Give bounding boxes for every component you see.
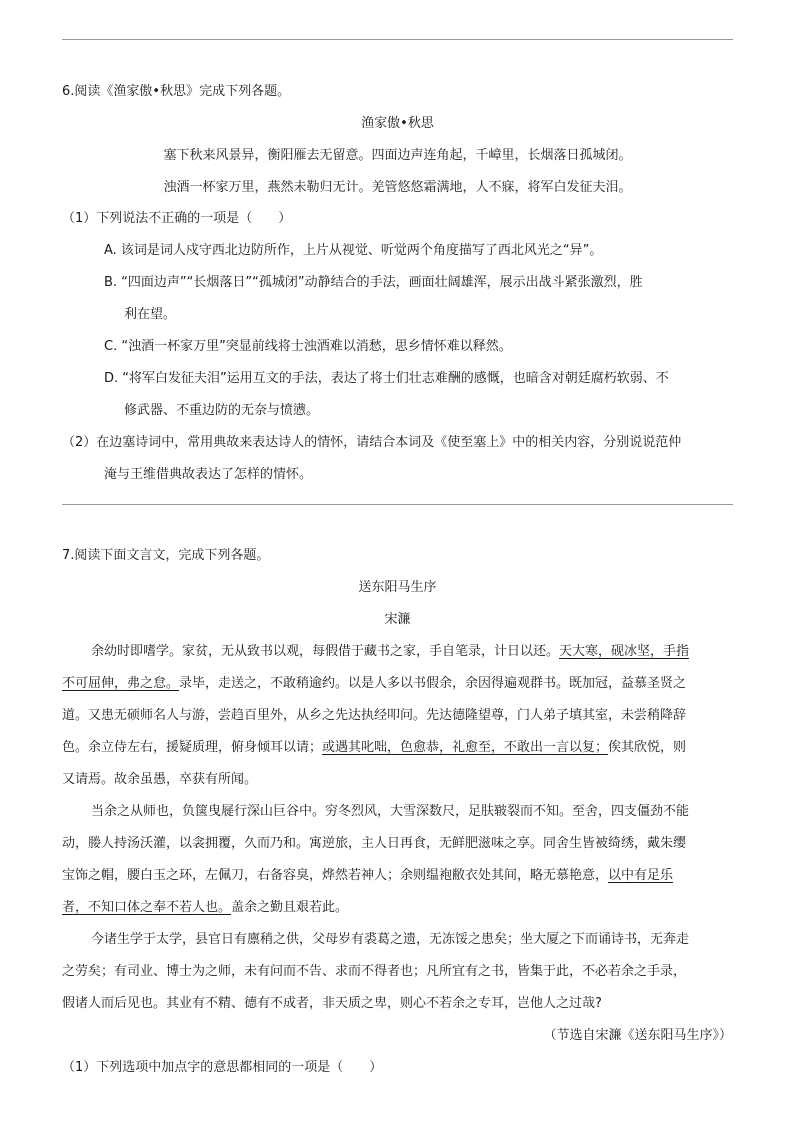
paragraph-3-line-3: 假诸人而后见也。其业有不精、德有不成者，非天质之卑，则心不若余之专耳，岂他人之过哉? — [62, 996, 602, 1011]
paragraph-1-line-2 — [62, 675, 686, 693]
option-b: B. “四面边声”“长烟落日”“孤城闭”动静结合的手法，画面壮阔雄浑，展示出战斗紧张激烈，胜 — [104, 275, 643, 290]
essay-author: 宋濂 — [384, 612, 411, 627]
paragraph-1-line-4 — [62, 739, 686, 757]
poem-title: 渔家傲•秋思 — [361, 116, 434, 131]
poem-line-2: 浊酒一杯家万里，燕然未勒归无计。羌管悠悠霜满地，人不寐，将军白发征夫泪。 — [163, 180, 632, 195]
text-run: 色。余立侍左右，援疑质理，俯身倾耳以请； — [62, 740, 323, 755]
text-run: 余幼时即嗜学。家贫，无从致书以观，每假借于藏书之家，手自笔录，计日以还。 — [91, 644, 560, 659]
paragraph-1-line-3: 道。又患无硕师名人与游，尝趋百里外，从乡之先达执经叩问。先达德隆望尊，门人弟子填其室，未尝稍降辞 — [62, 708, 687, 723]
q6-sub2-line-2: 淹与王维借典故表达了怎样的情怀。 — [104, 467, 313, 482]
question-6-heading: 6.阅读《渔家傲•秋思》完成下列各题。 — [62, 84, 291, 99]
underlined-sentence: 天大寒，砚冰坚，手指 — [559, 644, 690, 659]
source-citation: （节选自宋濂《送东阳马生序》） — [543, 1028, 732, 1043]
paragraph-1-line-1 — [91, 643, 689, 661]
q7-sub1-stem: （1）下列选项中加点字的意思都相同的一项是（ ） — [62, 1060, 383, 1075]
text-run: 宝饰之帽，腰白玉之环，左佩刀，右备容臭，烨然若神人；余则缊袍敝衣处其间，略无慕艳意， — [62, 868, 609, 883]
option-d: D. “将军白发征夫泪”运用互文的手法，表达了将士们壮志难酬的感慨，也暗含对朝廷腐朽软弱、不 — [104, 371, 669, 386]
poem-line-1: 塞下秋来风景异，衡阳雁去无留意。四面边声连角起，千嶂里，长烟落日孤城闭。 — [163, 148, 632, 163]
paragraph-2-line-1: 当余之从师也，负箧曳屣行深山巨谷中。穷冬烈风，大雪深数尺，足肤皲裂而不知。至舍，四支僵劲不能 — [91, 804, 690, 819]
paragraph-2-line-2: 动，媵人持汤沃灌，以衾拥覆，久而乃和。寓逆旅，主人日再食，无鲜肥滋味之享。同舍生皆被绮绣，戴朱缨 — [62, 836, 687, 851]
paragraph-3-line-2: 之劳矣；有司业、博士为之师，未有问而不告、求而不得者也；凡所宜有之书，皆集于此，不必若余之手录， — [62, 964, 687, 979]
text-run: 录毕，走送之，不敢稍逾约。以是人多以书假余，余因得遍观群书。既加冠，益慕圣贤之 — [179, 676, 687, 691]
text-run: 俟其欣悦，则 — [608, 740, 687, 755]
text-run: 盖余之勤且艰若此。 — [231, 900, 349, 915]
paragraph-1-line-5: 又请焉。故余虽愚，卒获有所闻。 — [62, 772, 258, 787]
q6-sub1-stem: （1）下列说法不正确的一项是（ ） — [62, 211, 292, 226]
underlined-sentence: 者，不知口体之奉不若人也。 — [62, 900, 232, 915]
q6-sub2-line-1: （2）在边塞诗词中，常用典故来表达诗人的情怀，请结合本词及《使至塞上》中的相关内容，分别说说范仲 — [62, 435, 682, 450]
paragraph-3-line-1: 今诸生学于太学，县官日有廪稍之供，父母岁有裘葛之遗，无冻馁之患矣；坐大厦之下而诵诗书，无奔走 — [91, 932, 690, 947]
option-a: A. 该词是词人戍守西北边防所作，上片从视觉、听觉两个角度描写了西北风光之“异”。 — [104, 243, 603, 258]
option-d-continued: 修武器、不重边防的无奈与愤懑。 — [124, 403, 320, 418]
option-b-continued: 利在望。 — [124, 307, 177, 322]
paragraph-2-line-3 — [62, 867, 673, 885]
option-c: C. “浊酒一杯家万里”突显前线将士浊酒难以消愁，思乡情怀难以释然。 — [104, 339, 512, 354]
question-7-heading: 7.阅读下面文言文，完成下列各题。 — [62, 548, 270, 563]
paragraph-2-line-4 — [62, 899, 348, 917]
underlined-sentence: 或遇其叱咄，色愈恭，礼愈至，不敢出一言以复； — [322, 740, 609, 755]
top-divider — [62, 39, 733, 40]
section-divider — [62, 504, 733, 505]
underlined-sentence: 以中有足乐 — [608, 868, 674, 883]
underlined-sentence: 不可屈伸，弗之怠。 — [62, 676, 180, 691]
essay-title: 送东阳马生序 — [358, 580, 437, 595]
